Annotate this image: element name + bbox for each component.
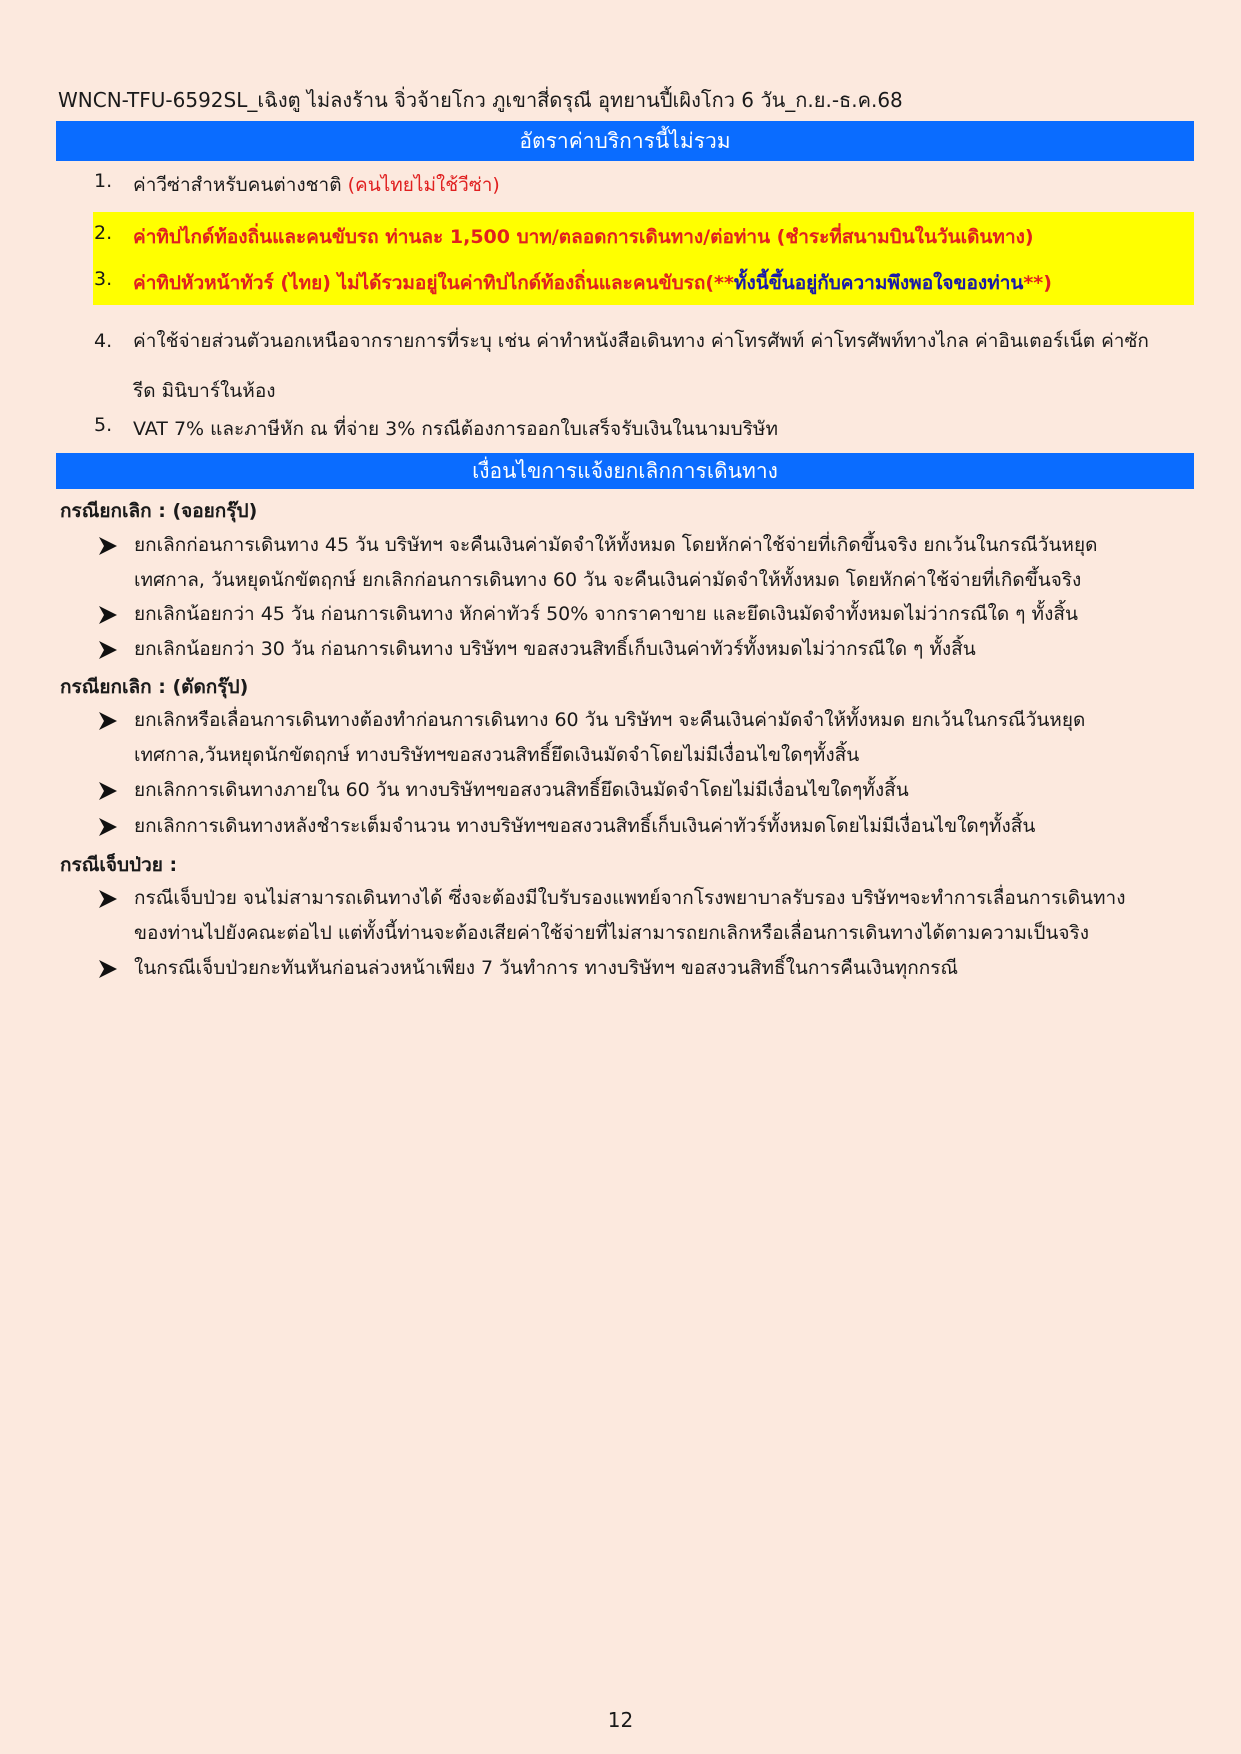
exclusions-heading: อัตราค่าบริการนี้ไม่รวม [56,121,1194,161]
item-note: ทั้งนี้ขึ้นอยู่กับความพึงพอใจของท่าน [733,272,1024,294]
page-number: 12 [607,1708,634,1732]
cancel-group-title-join: กรณียกเลิก : (จอยกรุ๊ป) [60,500,258,522]
item-note-close: **) [1023,272,1052,294]
arrow-bullet-icon [98,632,124,660]
item-note: (คนไทยไม่ใช้วีซ่า) [347,174,500,196]
arrow-bullet-icon [98,773,124,801]
item-text-line1: ค่าใช้จ่ายส่วนตัวนอกเหนือจากรายการที่ระบุ เช่น ค่าทำหนังสือเดินทาง ค่าโทรศัพท์ ค่าโทรศัพท์ทางไกล ค่าอินเตอร์เน็ต ค่าซัก [133,330,1149,352]
document-title: WNCN-TFU-6592SL_เฉิงตู ไม่ลงร้าน จิ่วจ้ายโกว ภูเขาสี่ดรุณี อุทยานปี้เผิงโกว 6 วัน_ก.ย.-ธ.ค.68 [58,88,903,112]
cancellation-heading: เงื่อนไขการแจ้งยกเลิกการเดินทาง [56,453,1194,489]
arrow-bullet-icon [98,597,124,625]
item-text: ค่าทิปหัวหน้าทัวร์ (ไทย) ไม่ได้รวมอยู่ในค่าทิปไกด์ท้องถิ่นและคนขับรถ [133,272,706,294]
item-text: ค่าทิปไกด์ท้องถิ่นและคนขับรถ ท่านละ 1,500 บาท/ตลอดการเดินทาง/ต่อท่าน (ชำระที่สนามบินในวันเดินทาง) [133,226,1034,248]
bullet-text: ยกเลิกน้อยกว่า 30 วัน ก่อนการเดินทาง บริษัทฯ ขอสงวนสิทธิ์เก็บเงินค่าทัวร์ทั้งหมดไม่ว่ากรณีใด ๆ ทั้งสิ้น [134,638,976,660]
bullet-text-line2: เทศกาล,วันหยุดนักขัตฤกษ์ ทางบริษัทฯขอสงวนสิทธิ์ยึดเงินมัดจำโดยไม่มีเงื่อนไขใดๆทั้งสิ้น [134,744,860,766]
bullet-text: ในกรณีเจ็บป่วยกะทันหันก่อนล่วงหน้าเพียง 7 วันทำการ ทางบริษัทฯ ขอสงวนสิทธิ์ในการคืนเงินทุกกรณี [134,957,959,979]
arrow-bullet-icon [98,881,124,909]
bullet-text-line1: ยกเลิกก่อนการเดินทาง 45 วัน บริษัทฯ จะคืนเงินค่ามัดจำให้ทั้งหมด โดยหักค่าใช้จ่ายที่เกิดขึ้นจริง ยกเว้นในกรณีวันหยุด [134,534,1098,556]
item-number: 1. [94,170,113,192]
item-number: 3. [94,268,113,290]
bullet-text-line1: ยกเลิกหรือเลื่อนการเดินทางต้องทำก่อนการเดินทาง 60 วัน บริษัทฯ จะคืนเงินค่ามัดจำให้ทั้งหมด ยกเว้นในกรณีวันหยุด [134,709,1086,731]
arrow-bullet-icon [98,703,124,731]
arrow-bullet-icon [98,951,124,979]
bullet-text: ยกเลิกการเดินทางภายใน 60 วัน ทางบริษัทฯขอสงวนสิทธิ์ยึดเงินมัดจำโดยไม่มีเงื่อนไขใดๆทั้งสิ้น [134,779,909,801]
bullet-text: ยกเลิกการเดินทางหลังชำระเต็มจำนวน ทางบริษัทฯขอสงวนสิทธิ์เก็บเงินค่าทัวร์ทั้งหมดโดยไม่มีเงื่อนไขใดๆทั้งสิ้น [134,815,1036,837]
cancel-group-title-private: กรณียกเลิก : (ตัดกรุ๊ป) [60,676,249,698]
item-number: 4. [94,330,113,352]
bullet-text: ยกเลิกน้อยกว่า 45 วัน ก่อนการเดินทาง หักค่าทัวร์ 50% จากราคาขาย และยึดเงินมัดจำทั้งหมดไม่ว่ากรณีใด ๆ ทั้งสิ้น [134,603,1078,625]
cancel-group-title-illness: กรณีเจ็บป่วย : [60,854,178,876]
arrow-bullet-icon [98,809,124,837]
bullet-text-line2: ของท่านไปยังคณะต่อไป แต่ทั้งนี้ท่านจะต้องเสียค่าใช้จ่ายที่ไม่สามารถยกเลิกหรือเลื่อนการเดินทางได้ตามความเป็นจริง [134,922,1090,944]
bullet-text-line1: กรณีเจ็บป่วย จนไม่สามารถเดินทางได้ ซึ่งจะต้องมีใบรับรองแพทย์จากโรงพยาบาลรับรอง บริษัทฯจะทำการเลื่อนการเดินทาง [134,887,1126,909]
item-text-line2: รีด มินิบาร์ในห้อง [133,380,276,402]
item-note-open: (** [705,272,734,294]
item-text: ค่าวีซ่าสำหรับคนต่างชาติ [133,174,348,196]
item-number: 5. [94,414,113,436]
item-text: VAT 7% และภาษีหัก ณ ที่จ่าย 3% กรณีต้องการออกใบเสร็จรับเงินในนามบริษัท [133,418,778,440]
item-number: 2. [94,222,113,244]
arrow-bullet-icon [98,528,124,556]
bullet-text-line2: เทศกาล, วันหยุดนักขัตฤกษ์ ยกเลิกก่อนการเดินทาง 60 วัน จะคืนเงินค่ามัดจำให้ทั้งหมด โดยหักค่าใช้จ่ายที่เกิดขึ้นจริง [134,569,1082,591]
